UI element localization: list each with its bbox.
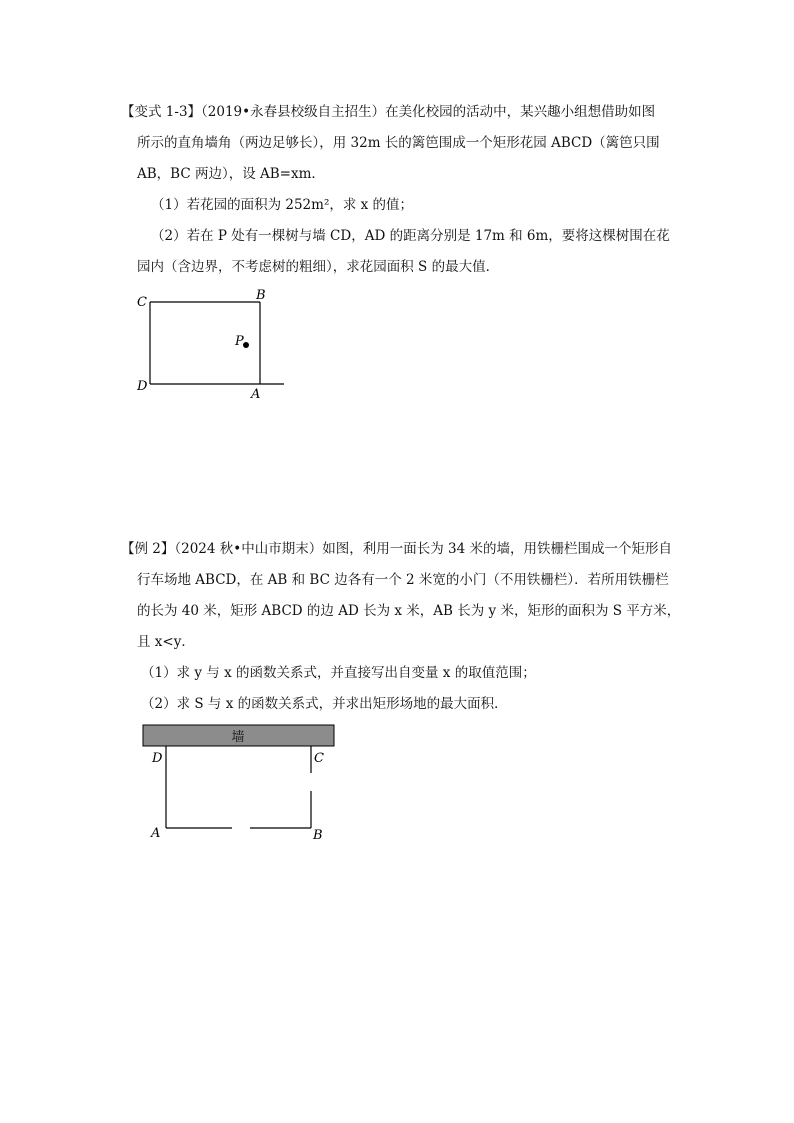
problem1-figure — [130, 282, 300, 402]
label-a: A — [251, 387, 261, 402]
label-a: A — [151, 826, 161, 841]
problem1-line-1: 【变式 1-3】（2019•永春县校级自主招生）在美化校园的活动中，某兴趣小组想借助如图 — [121, 104, 656, 120]
problem1-question-1: （1）若花园的面积为 252m²，求 x 的值； — [151, 197, 414, 213]
problem2-line-3: 的长为 40 米，矩形 ABCD 的边 AD 长为 x 米，AB 长为 y 米，矩形的面积为 S 平方米， — [137, 603, 681, 619]
problem2-question-2: （2）求 S 与 x 的函数关系式，并求出矩形场地的最大面积． — [141, 696, 508, 712]
wall-label: 墙 — [231, 730, 245, 745]
tree-point-p — [243, 342, 249, 348]
problem1-line-6: 园内（含边界，不考虑树的粗细），求花园面积 S 的最大值． — [137, 259, 500, 275]
problem2-line-1: 【例 2】（2024 秋•中山市期末）如图，利用一面长为 34 米的墙，用铁栅栏围成一个矩形自 — [121, 541, 673, 557]
problem1-line-2: 所示的直角墙角（两边足够长），用 32m 长的篱笆围成一个矩形花园 ABCD（篱笆只围 — [137, 135, 660, 151]
label-c: C — [137, 295, 147, 310]
label-b: B — [256, 288, 266, 303]
label-c: C — [314, 751, 324, 766]
label-b: B — [313, 828, 323, 843]
problem2-line-4: 且 x<y． — [137, 634, 195, 650]
problem1-question-2: （2）若在 P 处有一棵树与墙 CD，AD 的距离分别是 17m 和 6m，要将这棵树围在花 — [151, 228, 670, 244]
label-d: D — [152, 751, 163, 766]
label-d: D — [137, 379, 148, 394]
problem2-figure — [135, 722, 345, 847]
problem2-question-1: （1）求 y 与 x 的函数关系式，并直接写出自变量 x 的取值范围； — [141, 665, 536, 681]
problem2-line-2: 行车场地 ABCD，在 AB 和 BC 边各有一个 2 米宽的小门（不用铁栅栏）．若所用铁栅栏 — [137, 572, 669, 588]
label-p: P — [235, 334, 244, 349]
problem1-line-3: AB，BC 两边），设 AB=xm． — [137, 166, 325, 182]
